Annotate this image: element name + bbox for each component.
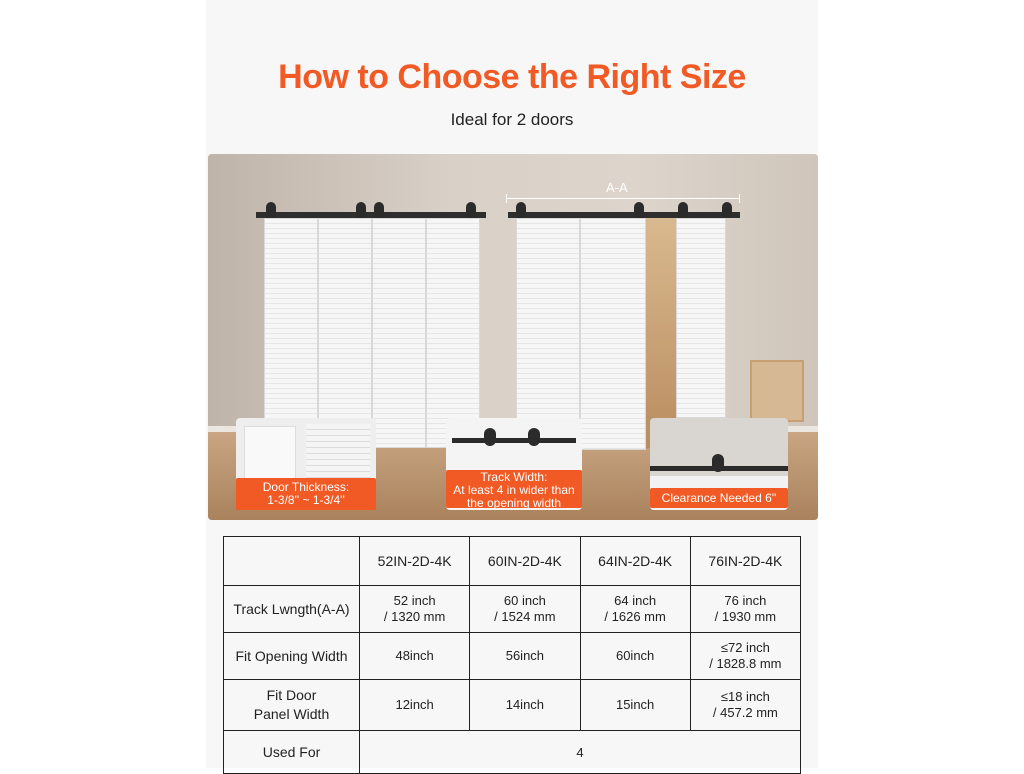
cell-line: ≤18 inch	[720, 689, 770, 704]
dimension-label-a-a: A-A	[606, 180, 628, 195]
hanger	[266, 202, 276, 218]
column-header: 64IN-2D-4K	[580, 537, 690, 586]
cell-line: / 1320 mm	[383, 609, 446, 624]
page-subtitle: Ideal for 2 doors	[450, 110, 574, 129]
bifold-door-panel	[264, 218, 318, 448]
table-row-opening-width	[224, 633, 801, 680]
hanger	[634, 202, 644, 218]
cell-line: / 1828.8 mm	[709, 656, 782, 671]
cell-line: / 1626 mm	[604, 609, 666, 624]
cell-line: / 1930 mm	[714, 609, 777, 624]
door-thickness-line2: 1-3/8'' ~ 1-3/4''	[267, 493, 345, 507]
size-spec-table	[223, 536, 801, 774]
cell-line: / 1524 mm	[494, 609, 556, 624]
door-thickness-tag	[236, 478, 376, 510]
table-cell: 15inch	[580, 680, 690, 731]
table-row-used-for	[224, 731, 801, 774]
dimension-line-a-a	[506, 198, 740, 199]
hanger	[356, 202, 366, 218]
row-label-line: Panel Width	[253, 706, 330, 722]
bifold-door-panel	[426, 218, 480, 448]
table-cell: 48inch	[360, 633, 470, 680]
table-cell: 4	[360, 731, 801, 774]
bifold-door-panel	[516, 218, 580, 450]
bifold-door-panel-open	[676, 218, 726, 418]
bifold-door-panel	[580, 218, 646, 450]
track-width-line3: the opening width	[466, 496, 562, 510]
table-cell	[580, 586, 690, 633]
bifold-door-panel	[318, 218, 372, 448]
column-header: 76IN-2D-4K	[690, 537, 800, 586]
bifold-door-panel	[372, 218, 426, 448]
row-label: Track Lwngth(A-A)	[224, 586, 360, 633]
cell-line: 60 inch	[503, 593, 546, 608]
hanger	[678, 202, 688, 218]
track-width-line2: At least 4 in wider than	[453, 483, 575, 497]
table-cell	[690, 680, 800, 731]
row-label	[224, 680, 360, 731]
hanger	[466, 202, 476, 218]
hanger	[374, 202, 384, 218]
cell-line: 64 inch	[614, 593, 657, 608]
table-row-track-length	[224, 586, 801, 633]
shelf	[750, 360, 804, 422]
page-title: How to Choose the Right Size	[278, 58, 746, 96]
cell-line: ≤72 inch	[720, 640, 770, 655]
hanger	[722, 202, 732, 218]
row-label: Used For	[224, 731, 360, 774]
cell-line: 52 inch	[393, 593, 436, 608]
track-width-tag	[446, 470, 582, 508]
hanger	[516, 202, 526, 218]
table-cell	[690, 586, 800, 633]
clearance-tag: Clearance Needed 6''	[650, 488, 788, 508]
table-cell	[690, 633, 800, 680]
table-cell	[470, 586, 580, 633]
table-cell: 56inch	[470, 633, 580, 680]
column-header: 52IN-2D-4K	[360, 537, 470, 586]
product-photo	[208, 154, 818, 520]
cell-line: 76 inch	[724, 593, 767, 608]
table-row-panel-width	[224, 680, 801, 731]
table-cell	[360, 586, 470, 633]
doorway-opening	[646, 218, 678, 448]
row-label: Fit Opening Width	[224, 633, 360, 680]
track-width-line1: Track Width:	[480, 470, 548, 484]
table-corner-cell	[224, 537, 360, 586]
table-cell: 14inch	[470, 680, 580, 731]
cell-line: / 457.2 mm	[712, 705, 778, 720]
column-header: 60IN-2D-4K	[470, 537, 580, 586]
table-cell: 60inch	[580, 633, 690, 680]
table-header-row	[224, 537, 801, 586]
row-label-line: Fit Door	[266, 687, 317, 703]
door-thickness-line1: Door Thickness:	[262, 480, 350, 494]
table-cell: 12inch	[360, 680, 470, 731]
